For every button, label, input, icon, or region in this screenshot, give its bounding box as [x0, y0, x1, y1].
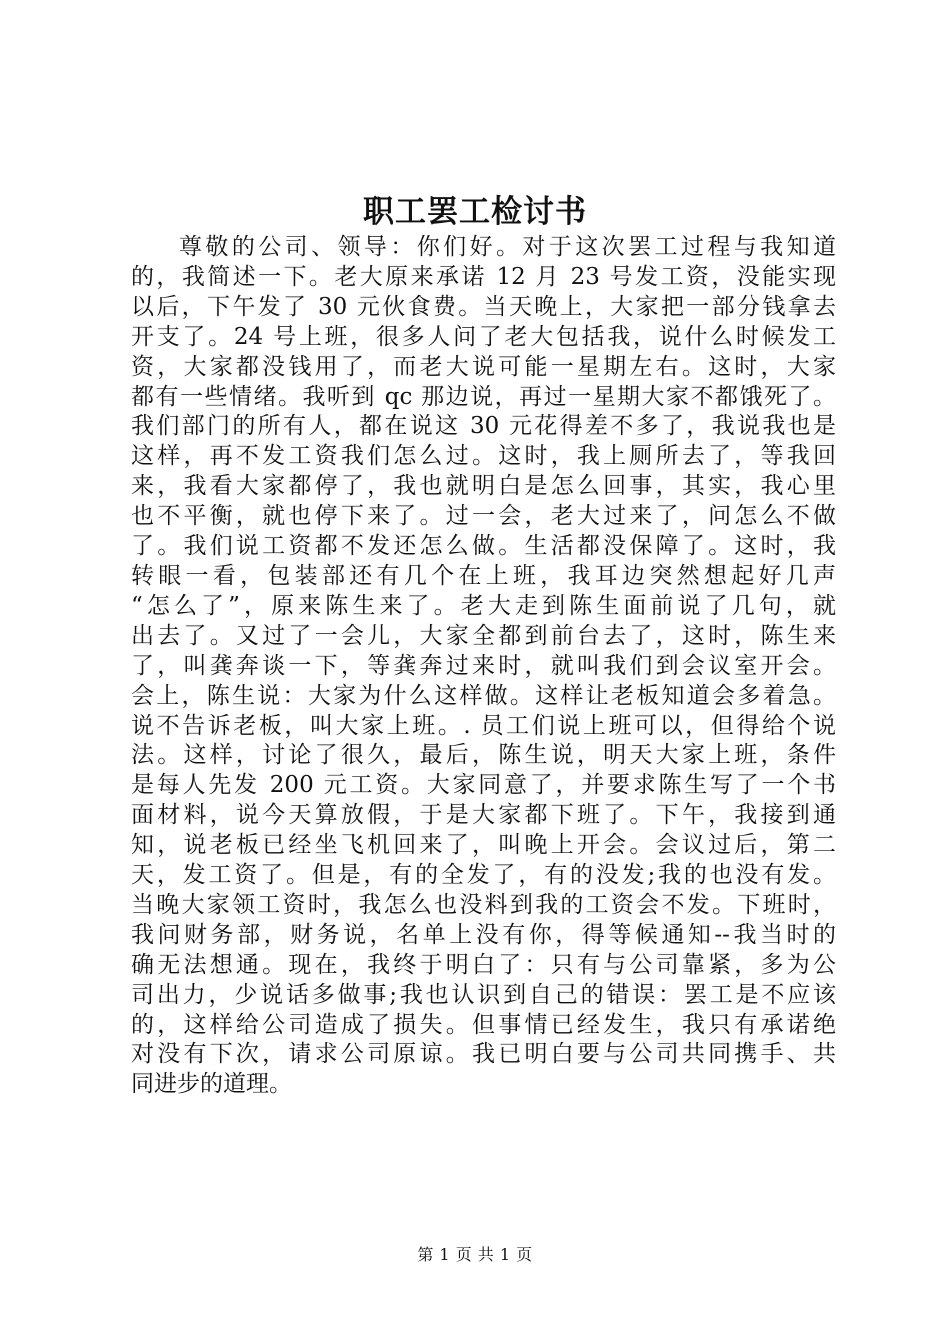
body-line: 会上，陈生说：大家为什么这样做。这样让老板知道会多着急。: [131, 682, 836, 709]
document-body: [131, 233, 836, 1100]
document-title: 职工罢工检讨书: [363, 194, 587, 230]
body-line: 尊敬的公司、领导：你们好。对于这次罢工过程与我知道: [179, 234, 836, 260]
body-line: 开支了。24 号上班，很多人问了老大包括我，说什么时候发工: [131, 323, 836, 350]
body-line: 法。这样，讨论了很久，最后，陈生说，明天大家上班，条件: [131, 742, 836, 769]
body-line: 是每人先发 200 元工资。大家同意了，并要求陈生写了一个书: [131, 772, 836, 799]
body-line: 我们部门的所有人，都在说这 30 元花得差不多了，我说我也是: [131, 413, 836, 440]
body-line: 司出力，少说话多做事;我也认识到自己的错误：罢工是不应该: [131, 981, 836, 1008]
body-line: 确无法想通。现在，我终于明白了：只有与公司靠紧，多为公: [131, 951, 836, 978]
body-line: 同进步的道理。: [131, 1071, 292, 1098]
body-line: 了，叫龚奔谈一下，等龚奔过来时，就叫我们到会议室开会。: [131, 652, 836, 679]
body-line: 出去了。又过了一会儿，大家全都到前台去了，这时，陈生来: [131, 622, 836, 649]
body-line: 了。我们说工资都不发还怎么做。生活都没保障了。这时，我: [131, 533, 836, 560]
body-line: 都有一些情绪。我听到 qc 那边说，再过一星期大家不都饿死了。: [131, 383, 836, 410]
body-line: 知，说老板已经坐飞机回来了，叫晚上开会。会议过后，第二: [131, 832, 836, 859]
body-line: 的，我简述一下。老大原来承诺 12 月 23 号发工资，没能实现: [131, 263, 836, 290]
body-line: 以后，下午发了 30 元伙食费。当天晚上，大家把一部分钱拿去: [131, 293, 836, 320]
body-line: 天，发工资了。但是，有的全发了，有的没发;我的也没有发。: [131, 862, 836, 889]
body-line: 来，我看大家都停了，我也就明白是怎么回事，其实，我心里: [131, 473, 836, 500]
body-line: “怎么了”，原来陈生来了。老大走到陈生面前说了几句，就: [131, 592, 836, 619]
body-line: 当晚大家领工资时，我怎么也没料到我的工资会不发。下班时，: [131, 891, 836, 918]
body-line: 对没有下次，请求公司原谅。我已明白要与公司共同携手、共: [131, 1041, 836, 1068]
body-line: 说不告诉老板，叫大家上班。. 员工们说上班可以，但得给个说: [131, 712, 836, 739]
body-line: 这样，再不发工资我们怎么过。这时，我上厕所去了，等我回: [131, 443, 836, 470]
body-line: 也不平衡，就也停下来了。过一会，老大过来了，问怎么不做: [131, 503, 836, 530]
body-line: 转眼一看，包装部还有几个在上班，我耳边突然想起好几声: [131, 562, 836, 589]
body-line: 的，这样给公司造成了损失。但事情已经发生，我只有承诺绝: [131, 1011, 836, 1038]
body-line: 面材料，说今天算放假，于是大家都下班了。下午，我接到通: [131, 802, 836, 829]
page-footer: 第 1 页 共 1 页: [417, 1245, 533, 1264]
body-line: 我问财务部，财务说，名单上没有你，得等候通知--我当时的: [131, 921, 836, 948]
body-line: 资，大家都没钱用了，而老大说可能一星期左右。这时，大家: [131, 353, 836, 380]
